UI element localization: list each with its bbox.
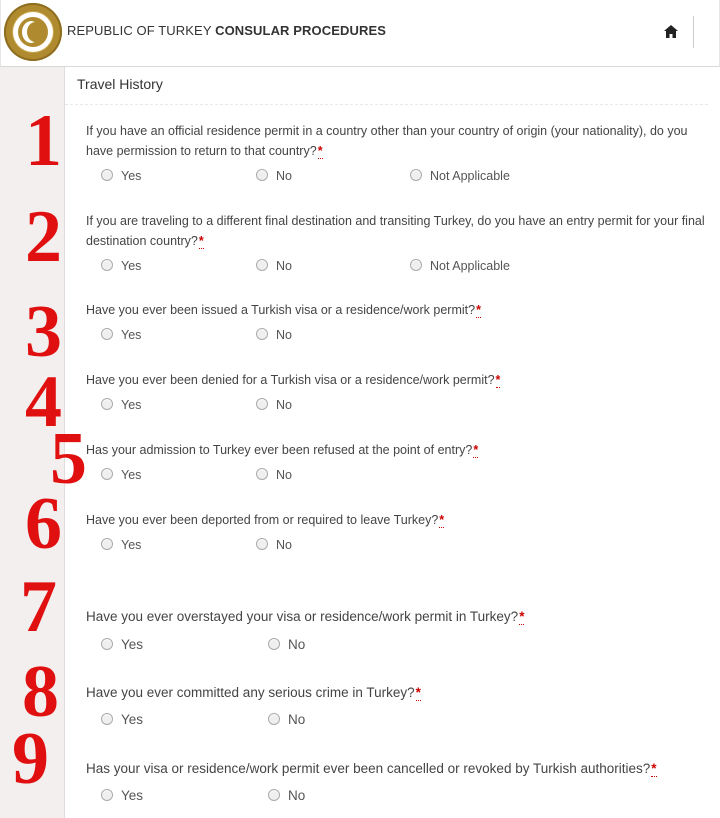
option-label: No xyxy=(276,328,292,342)
ministry-seal-icon[interactable] xyxy=(4,3,62,61)
home-icon[interactable] xyxy=(664,25,678,38)
question-number-4: 4 xyxy=(25,361,62,443)
question-9-label: Has your visa or residence/work permit ever been cancelled or revoked by Turkish authorities? xyxy=(86,761,651,776)
question-5-text xyxy=(86,440,711,460)
required-marker: * xyxy=(415,685,421,700)
required-marker: * xyxy=(519,609,525,624)
question-number-2: 2 xyxy=(25,196,62,278)
q3-yes[interactable] xyxy=(101,327,141,343)
required-marker: * xyxy=(495,373,501,387)
radio-icon[interactable] xyxy=(101,259,113,271)
q1-not-applicable[interactable] xyxy=(410,168,510,184)
q2-no[interactable] xyxy=(256,258,292,274)
required-marker: * xyxy=(651,761,657,776)
section-divider xyxy=(65,104,708,105)
radio-icon[interactable] xyxy=(101,789,113,801)
option-label: No xyxy=(276,169,292,183)
q4-yes[interactable] xyxy=(101,397,141,413)
radio-icon[interactable] xyxy=(268,713,280,725)
radio-icon[interactable] xyxy=(256,259,268,271)
question-number-9: 9 xyxy=(12,718,49,800)
question-number-3: 3 xyxy=(25,291,62,373)
radio-icon[interactable] xyxy=(256,538,268,550)
question-number-7: 7 xyxy=(20,566,57,648)
question-number-1: 1 xyxy=(25,100,62,182)
option-label: Yes xyxy=(121,259,142,273)
q8-no[interactable] xyxy=(268,712,305,728)
question-2-label: If you are traveling to a different final destination and transiting Turkey, do you have an entry permit for your final destination country? xyxy=(86,214,705,248)
option-label: Yes xyxy=(121,538,142,552)
required-marker: * xyxy=(198,234,204,248)
option-label: No xyxy=(276,538,292,552)
site-title-bold: CONSULAR PROCEDURES xyxy=(215,23,386,38)
question-1-label: If you have an official residence permit in a country other than your country of origin (your nationality), do you have permission to return to that country? xyxy=(86,124,688,158)
question-6-text xyxy=(86,510,711,530)
option-label: No xyxy=(276,259,292,273)
radio-icon[interactable] xyxy=(268,638,280,650)
radio-icon[interactable] xyxy=(101,468,113,480)
q5-yes[interactable] xyxy=(101,467,141,483)
required-marker: * xyxy=(476,303,481,317)
header-divider xyxy=(693,16,694,48)
required-marker: * xyxy=(473,443,479,457)
option-label: No xyxy=(288,712,306,727)
q6-yes[interactable] xyxy=(101,537,141,553)
q3-no[interactable] xyxy=(256,327,292,343)
option-label: Yes xyxy=(121,468,142,482)
q1-no[interactable] xyxy=(256,168,292,184)
radio-icon[interactable] xyxy=(410,259,422,271)
question-6-label: Have you ever been deported from or required to leave Turkey? xyxy=(86,513,439,527)
question-3-label: Have you ever been issued a Turkish visa or a residence/work permit? xyxy=(86,303,476,317)
question-5-label: Has your admission to Turkey ever been refused at the point of entry? xyxy=(86,443,473,457)
required-marker: * xyxy=(439,513,445,527)
question-7-text xyxy=(86,607,711,627)
radio-icon[interactable] xyxy=(101,328,113,340)
section-title: Travel History xyxy=(77,76,163,92)
radio-icon[interactable] xyxy=(256,169,268,181)
required-marker: * xyxy=(317,144,323,158)
question-4-text xyxy=(86,370,711,390)
question-9-text xyxy=(86,759,711,779)
crescent-cut xyxy=(27,22,44,42)
question-number-6: 6 xyxy=(25,483,62,565)
radio-icon[interactable] xyxy=(410,169,422,181)
radio-icon[interactable] xyxy=(101,713,113,725)
q5-no[interactable] xyxy=(256,467,292,483)
question-number-5: 5 xyxy=(50,418,87,500)
option-label: Yes xyxy=(121,169,142,183)
option-label: Yes xyxy=(121,637,144,652)
q6-no[interactable] xyxy=(256,537,292,553)
question-number-8: 8 xyxy=(22,651,59,733)
q7-no[interactable] xyxy=(268,637,305,653)
q2-not-applicable[interactable] xyxy=(410,258,510,274)
q2-yes[interactable] xyxy=(101,258,141,274)
option-label: Yes xyxy=(121,398,142,412)
radio-icon[interactable] xyxy=(101,638,113,650)
question-7-label: Have you ever overstayed your visa or residence/work permit in Turkey? xyxy=(86,609,519,624)
option-label: No xyxy=(288,788,306,803)
site-title[interactable] xyxy=(67,23,386,38)
question-8-label: Have you ever committed any serious crime in Turkey? xyxy=(86,685,415,700)
radio-icon[interactable] xyxy=(256,398,268,410)
q4-no[interactable] xyxy=(256,397,292,413)
radio-icon[interactable] xyxy=(256,468,268,480)
question-4-label: Have you ever been denied for a Turkish visa or a residence/work permit? xyxy=(86,373,495,387)
question-8-text xyxy=(86,683,711,703)
radio-icon[interactable] xyxy=(268,789,280,801)
option-label: No xyxy=(276,398,292,412)
q7-yes[interactable] xyxy=(101,637,143,653)
option-label: No xyxy=(276,468,292,482)
radio-icon[interactable] xyxy=(101,538,113,550)
question-1-text xyxy=(86,121,711,161)
q8-yes[interactable] xyxy=(101,712,143,728)
question-3-text xyxy=(86,300,711,320)
option-label: Yes xyxy=(121,788,144,803)
q9-yes[interactable] xyxy=(101,788,143,804)
option-label: Not Applicable xyxy=(430,259,510,273)
question-2-text xyxy=(86,211,711,251)
site-title-normal: REPUBLIC OF TURKEY xyxy=(67,23,216,38)
radio-icon[interactable] xyxy=(256,328,268,340)
option-label: Yes xyxy=(121,328,142,342)
radio-icon[interactable] xyxy=(101,398,113,410)
option-label: Not Applicable xyxy=(430,169,510,183)
option-label: Yes xyxy=(121,712,144,727)
q1-yes[interactable] xyxy=(101,168,141,184)
radio-icon[interactable] xyxy=(101,169,113,181)
q9-no[interactable] xyxy=(268,788,305,804)
option-label: No xyxy=(288,637,306,652)
top-header xyxy=(0,0,720,67)
